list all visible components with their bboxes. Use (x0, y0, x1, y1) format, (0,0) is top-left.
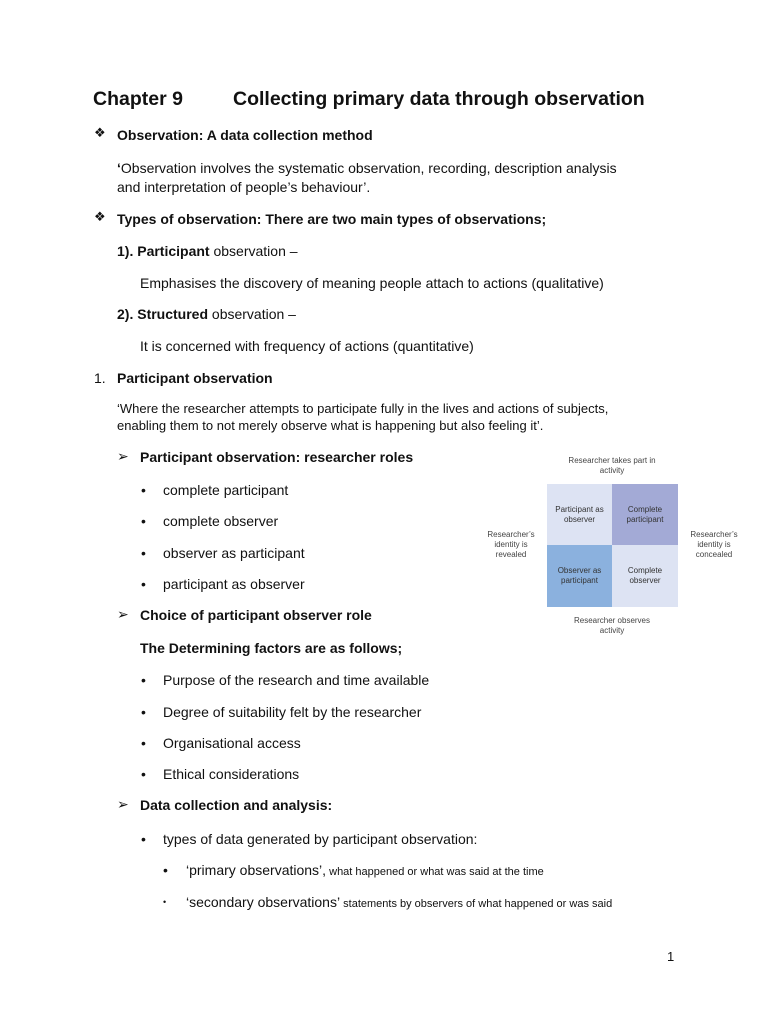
bullet-icon: • (141, 576, 146, 592)
bullet-icon: • (141, 513, 146, 529)
quote-open-mark: ‘ (117, 160, 121, 176)
primary-term: ‘primary observations’, (186, 862, 327, 878)
section-heading-types: Types of observation: There are two main types of observations; (117, 211, 547, 227)
collection-heading: Data collection and analysis: (140, 797, 333, 813)
bullet-icon: • (141, 704, 146, 720)
type-structured-description: It is concerned with frequency of actions (quantitative) (140, 338, 474, 354)
arrow-bullet-icon: ➢ (117, 449, 129, 465)
diagram-left-label: Researcher’s identity is revealed (487, 530, 535, 559)
arrow-bullet-icon: ➢ (117, 607, 129, 623)
arrow-bullet-icon: ➢ (117, 797, 129, 813)
list-item: Purpose of the research and time available (163, 672, 430, 688)
roles-heading: Participant observation: researcher roles (140, 449, 414, 465)
type-participant (117, 243, 298, 259)
type-participant-label: 1). Participant (117, 243, 210, 259)
list-item: Degree of suitability felt by the researcher (163, 704, 422, 720)
researcher-role-diagram (476, 450, 746, 645)
diagram-cell-complete-observer: Complete observer (612, 545, 678, 607)
type-structured (117, 306, 296, 322)
list-item: Ethical considerations (163, 766, 300, 782)
list-item: complete observer (163, 513, 279, 529)
choice-heading: Choice of participant observer role (140, 607, 372, 623)
type-participant-rest: observation – (209, 243, 298, 259)
diamond-bullet-icon: ❖ (94, 126, 106, 141)
secondary-desc: statements by observers of what happened or was said (340, 898, 613, 910)
diagram-cell-participant-as-observer: Participant as observer (547, 484, 612, 545)
diagram-top-label: Researcher takes part in activity (568, 456, 656, 475)
diagram-bottom-label: Researcher observes activity (573, 616, 651, 635)
list-item: Organisational access (163, 735, 301, 751)
bullet-icon: • (141, 831, 146, 847)
diagram-right-label: Researcher’s identity is concealed (690, 530, 738, 559)
bullet-icon: • (141, 672, 146, 688)
definition-quote-line-2: and interpretation of people’s behaviour’. (117, 179, 371, 195)
diamond-bullet-icon: ❖ (94, 210, 106, 225)
type-structured-rest: observation – (208, 306, 296, 322)
bullet-icon: • (141, 482, 146, 498)
page-number: 1 (667, 949, 675, 964)
bullet-icon: • (163, 897, 167, 907)
sub-item-primary (186, 862, 544, 878)
list-item: observer as participant (163, 545, 305, 561)
section-heading-observation: Observation: A data collection method (117, 127, 373, 143)
diagram-cell-observer-as-participant: Observer as participant (547, 545, 612, 607)
definition-quote-line-1 (117, 160, 617, 176)
secondary-term: ‘secondary observations’ (186, 894, 341, 910)
bullet-icon: • (141, 766, 146, 782)
type-structured-label: 2). Structured (117, 306, 209, 322)
section-heading-participant-observation: Participant observation (117, 370, 273, 386)
section-number: 1. (94, 370, 106, 386)
page-title: Collecting primary data through observation (233, 88, 645, 110)
type-participant-description: Emphasises the discovery of meaning people attach to actions (qualitative) (140, 275, 604, 291)
bullet-icon: • (141, 545, 146, 561)
definition-text-1: Observation involves the systematic observation, recording, description analysis (120, 160, 617, 176)
list-item: types of data generated by participant observation: (163, 831, 478, 847)
sub-item-secondary (186, 894, 612, 910)
list-item: complete participant (163, 482, 289, 498)
bullet-icon: • (141, 735, 146, 751)
diagram-cell-complete-participant: Complete participant (612, 484, 678, 545)
chapter-label: Chapter 9 (93, 88, 183, 110)
participant-quote-line-2: enabling them to not merely observe what is happening but also feeling it’. (117, 418, 544, 433)
list-item: participant as observer (163, 576, 305, 592)
participant-quote-line-1: ‘Where the researcher attempts to participate fully in the lives and actions of subjects, (117, 401, 609, 416)
primary-desc: what happened or what was said at the time (326, 866, 544, 878)
bullet-icon: • (163, 862, 168, 878)
factors-heading: The Determining factors are as follows; (140, 640, 403, 656)
